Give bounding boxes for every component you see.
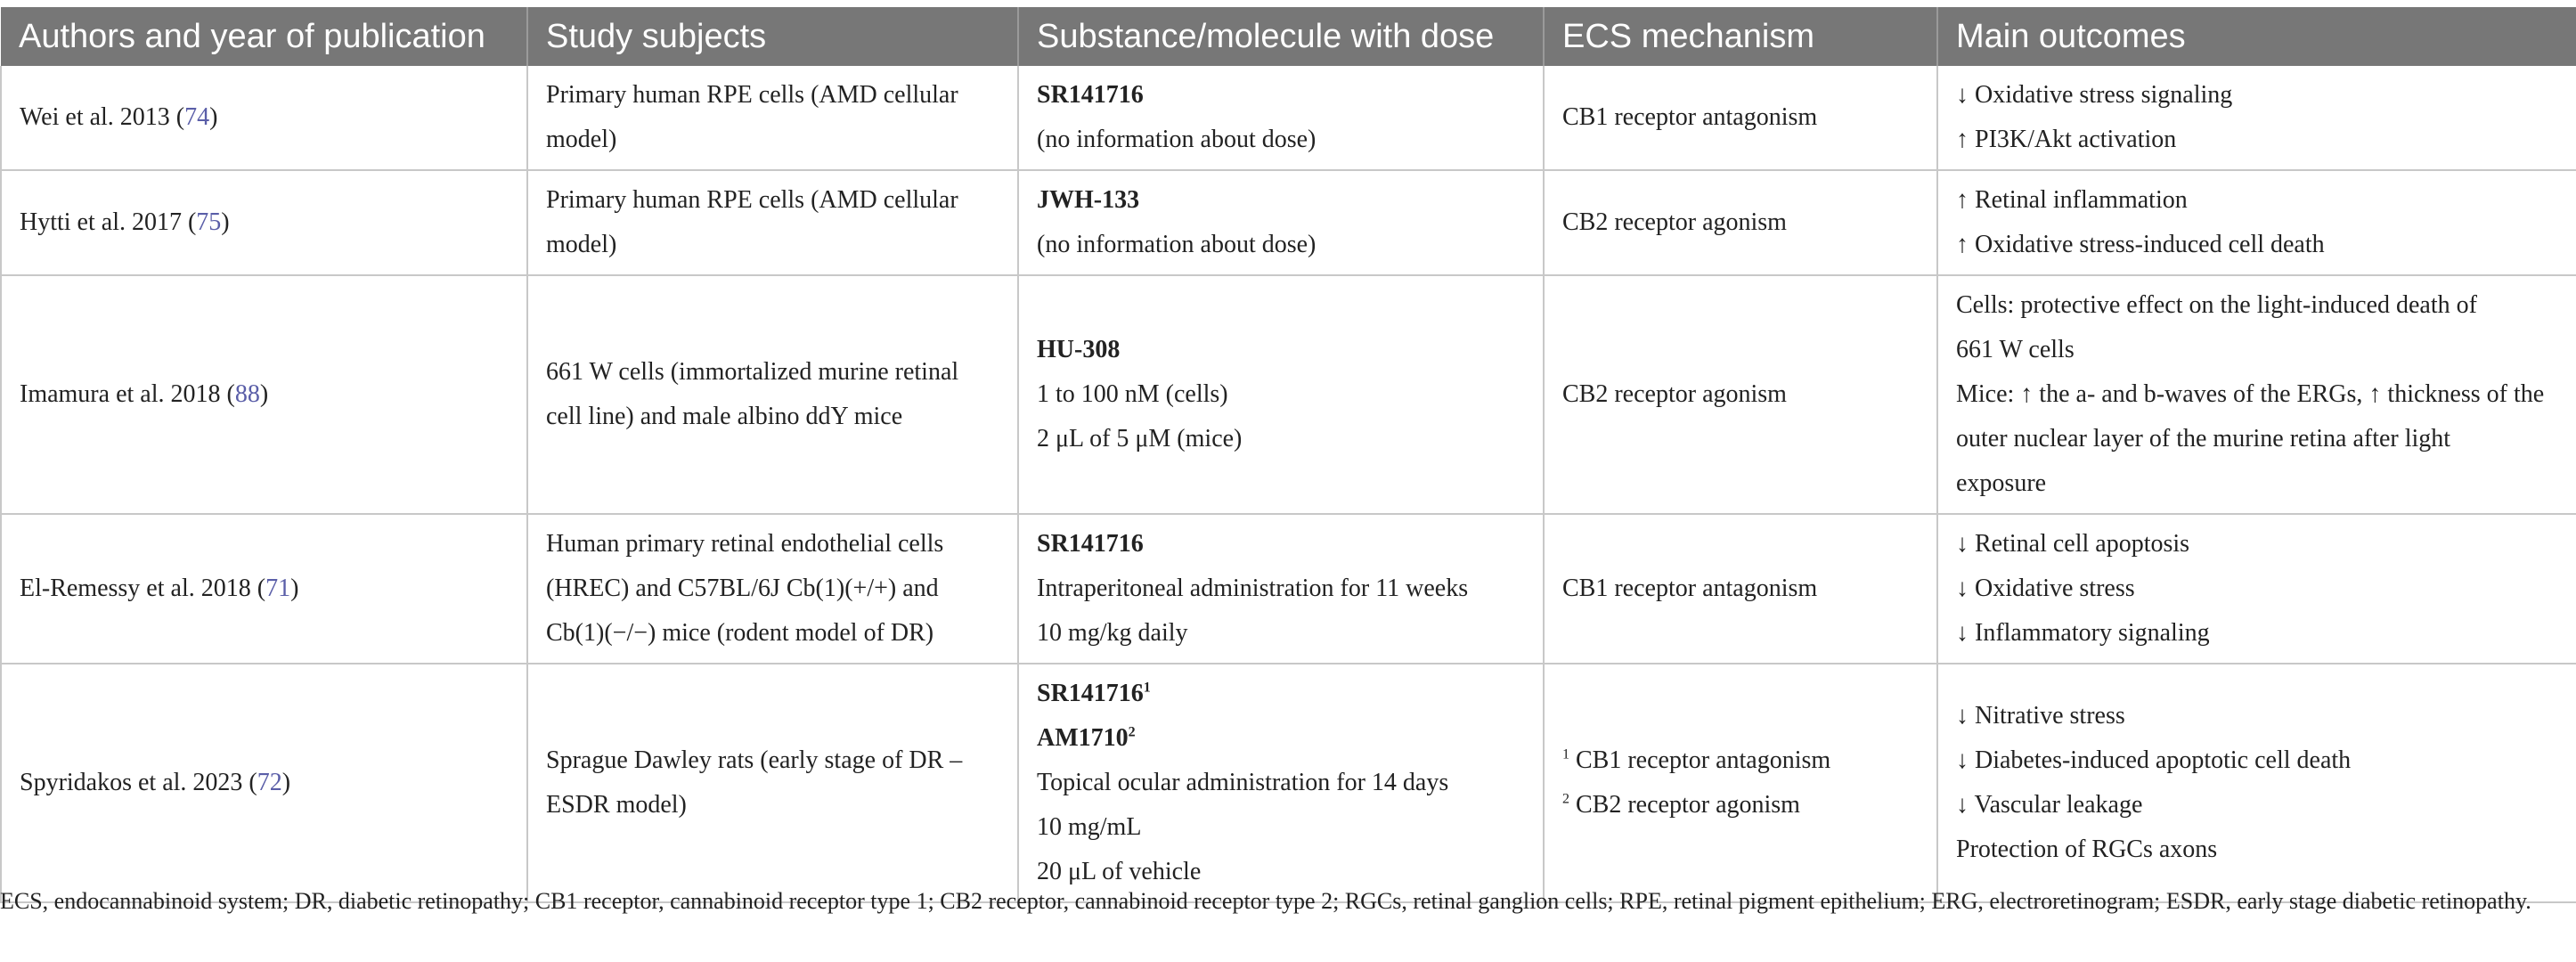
substance-line: 20 μL of vehicle — [1037, 858, 1202, 885]
substance-name — [1037, 716, 1525, 761]
subjects-line: Primary human RPE cells (AMD cellular — [546, 186, 958, 214]
author-close: ) — [290, 575, 299, 602]
outcome-line: Cells: protective effect on the light-induced death of — [1956, 291, 2477, 319]
author-cell — [1, 664, 527, 902]
table-row — [1, 66, 2576, 170]
substance-name — [1037, 672, 1525, 716]
footnote-marker: 2 — [1128, 724, 1136, 740]
substance-name: SR141716 — [1037, 530, 1144, 558]
mechanism-line: CB2 receptor agonism — [1562, 380, 1787, 408]
substance-line: 1 to 100 nM (cells) — [1037, 380, 1228, 408]
subjects-line: Sprague Dawley rats (early stage of DR – — [546, 746, 963, 774]
mechanism-cell — [1544, 514, 1937, 664]
substance-line: Topical ocular administration for 14 days — [1037, 769, 1449, 796]
table-row — [1, 514, 2576, 664]
studies-table — [0, 7, 2576, 903]
outcome-line: ↓ Vascular leakage — [1956, 791, 2143, 819]
mechanism-cell — [1544, 275, 1937, 514]
outcome-line: ↑ Retinal inflammation — [1956, 186, 2188, 214]
outcome-line: Protection of RGCs axons — [1956, 836, 2218, 863]
substance-name: JWH-133 — [1037, 186, 1140, 214]
outcome-line: ↓ Diabetes-induced apoptotic cell death — [1956, 746, 2352, 774]
substance-line: 10 mg/mL — [1037, 813, 1142, 841]
header-outcomes: Main outcomes — [1937, 7, 2576, 66]
mechanism-cell — [1544, 170, 1937, 275]
outcomes-cell — [1937, 664, 2576, 902]
outcome-line: ↓ Retinal cell apoptosis — [1956, 530, 2190, 558]
author-text: El-Remessy et al. 2018 ( — [20, 575, 266, 602]
author-close: ) — [281, 769, 291, 796]
subjects-cell — [527, 664, 1018, 902]
mechanism-text: CB2 receptor agonism — [1576, 791, 1800, 819]
reference-link[interactable]: 71 — [265, 575, 291, 602]
author-close: ) — [221, 208, 230, 236]
substance-cell — [1018, 66, 1544, 170]
header-authors: Authors and year of publication — [1, 7, 527, 66]
outcome-line: ↓ Oxidative stress — [1956, 575, 2135, 602]
substance-line: (no information about dose) — [1037, 231, 1317, 258]
substance-name: HU-308 — [1037, 336, 1121, 363]
author-text: Imamura et al. 2018 ( — [20, 380, 235, 408]
mechanism-line: CB1 receptor antagonism — [1562, 103, 1818, 131]
author-cell — [1, 66, 527, 170]
table-row — [1, 664, 2576, 902]
outcome-line: ↑ Oxidative stress-induced cell death — [1956, 231, 2325, 258]
substance-name-text: AM1710 — [1037, 724, 1129, 752]
mechanism-text: CB1 receptor antagonism — [1576, 746, 1831, 774]
reference-link[interactable]: 72 — [257, 769, 282, 796]
subjects-line: ESDR model) — [546, 791, 687, 819]
substance-cell — [1018, 514, 1544, 664]
substance-line: (no information about dose) — [1037, 126, 1317, 153]
subjects-line: (HREC) and C57BL/6J Cb(1)(+/+) and — [546, 575, 939, 602]
outcome-line: outer nuclear layer of the murine retina after light — [1956, 425, 2451, 452]
header-substance: Substance/molecule with dose — [1018, 7, 1544, 66]
author-cell — [1, 170, 527, 275]
author-text: Wei et al. 2013 ( — [20, 103, 185, 131]
reference-link[interactable]: 75 — [196, 208, 222, 236]
outcomes-cell — [1937, 66, 2576, 170]
subjects-cell — [527, 66, 1018, 170]
header-mechanism: ECS mechanism — [1544, 7, 1937, 66]
mechanism-cell — [1544, 664, 1937, 902]
substance-name: SR141716 — [1037, 81, 1144, 109]
subjects-line: model) — [546, 231, 617, 258]
author-text: Hytti et al. 2017 ( — [20, 208, 197, 236]
subjects-line: Cb(1)(−/−) mice (rodent model of DR) — [546, 619, 934, 647]
mechanism-line: CB2 receptor agonism — [1562, 208, 1787, 236]
substance-line: 2 μL of 5 μM (mice) — [1037, 425, 1243, 452]
subjects-cell — [527, 514, 1018, 664]
outcome-line: ↓ Nitrative stress — [1956, 702, 2125, 730]
table-row — [1, 170, 2576, 275]
outcomes-cell — [1937, 170, 2576, 275]
table-footnote: ECS, endocannabinoid system; DR, diabetic retinopathy; CB1 receptor, cannabinoid receptor type 1; CB2 receptor, cannabinoid receptor type 2; RGCs, retinal ganglion cells; RPE, retinal pigment epithelium; ERG, electroretinogram; ESDR, early stage diabetic retinopathy. — [0, 888, 2531, 914]
footnote-marker: 1 — [1562, 746, 1569, 762]
outcomes-cell — [1937, 514, 2576, 664]
mechanism-cell — [1544, 66, 1937, 170]
substance-cell — [1018, 170, 1544, 275]
author-close: ) — [259, 380, 269, 408]
subjects-cell — [527, 275, 1018, 514]
substance-line: Intraperitoneal administration for 11 weeks — [1037, 575, 1469, 602]
substance-name-text: SR141716 — [1037, 680, 1144, 707]
author-text: Spyridakos et al. 2023 ( — [20, 769, 257, 796]
footnote-marker: 1 — [1143, 680, 1151, 696]
subjects-cell — [527, 170, 1018, 275]
substance-line: 10 mg/kg daily — [1037, 619, 1188, 647]
reference-link[interactable]: 88 — [234, 380, 260, 408]
substance-cell — [1018, 275, 1544, 514]
subjects-line: cell line) and male albino ddY mice — [546, 403, 903, 430]
footnote-marker: 2 — [1562, 791, 1569, 807]
outcome-line: ↓ Inflammatory signaling — [1956, 619, 2210, 647]
substance-cell — [1018, 664, 1544, 902]
outcome-line: ↓ Oxidative stress signaling — [1956, 81, 2233, 109]
author-cell — [1, 275, 527, 514]
outcome-line: Mice: ↑ the a- and b-waves of the ERGs, ↑ thickness of the — [1956, 380, 2545, 408]
subjects-line: Human primary retinal endothelial cells — [546, 530, 944, 558]
header-row — [1, 7, 2576, 66]
author-cell — [1, 514, 527, 664]
outcomes-cell — [1937, 275, 2576, 514]
outcome-line: 661 W cells — [1956, 336, 2075, 363]
outcome-line: ↑ PI3K/Akt activation — [1956, 126, 2177, 153]
subjects-line: model) — [546, 126, 617, 153]
mechanism-line — [1562, 738, 1919, 783]
header-subjects: Study subjects — [527, 7, 1018, 66]
mechanism-line: CB1 receptor antagonism — [1562, 575, 1818, 602]
reference-link[interactable]: 74 — [184, 103, 210, 131]
outcome-line: exposure — [1956, 469, 2047, 497]
table-row — [1, 275, 2576, 514]
author-close: ) — [209, 103, 218, 131]
mechanism-line — [1562, 783, 1919, 827]
subjects-line: Primary human RPE cells (AMD cellular — [546, 81, 958, 109]
subjects-line: 661 W cells (immortalized murine retinal — [546, 358, 959, 386]
